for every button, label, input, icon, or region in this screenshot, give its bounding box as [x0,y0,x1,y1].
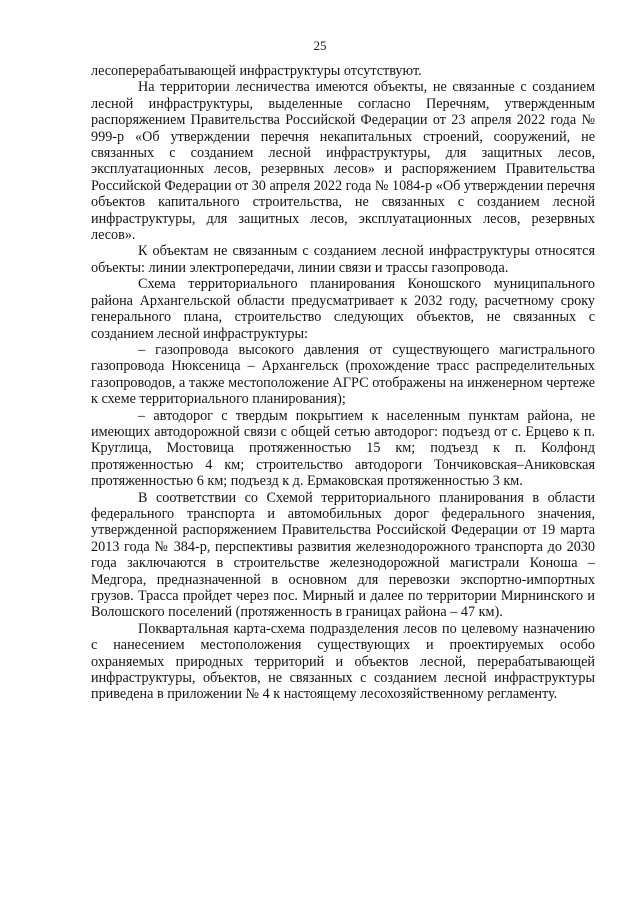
list-item-roads: – автодорог с твердым покрытием к населенным пунктам района, не имеющих автодорожной связи с общей сетью автодорог: подъезд от с. Ерцево к п. Круглица, Мостовица протяженностью 15 км; подъезд к п. Колфонд протяженностью 4 км; строительство автодороги Тончиковская–Аниковская протяженностью 6 км; подъезд к д. Ермаковская протяженностью 3 км. [91,407,595,490]
list-item-gas-pipeline: – газопровода высокого давления от существующего магистрального газопровода Нюксеница – Архангельск (прохождение трасс распределительных газопроводов, а также местоположение АГРС отображены на инженерном чертеже к схеме территориального планирования); [91,341,595,408]
paragraph-territorial-planning: Схема территориального планирования Коношского муниципального района Архангельской области предусматривает к 2032 году, расчетному сроку генерального плана, строительство следующих объектов, не связанных с созданием лесной инфраструктуры: [91,276,595,342]
paragraph-non-forest-objects: На территории лесничества имеются объекты, не связанные с созданием лесной инфраструктуры, выделенные согласно Перечням, утвержденным распоряжением Правительства Российской Федерации от 23 апреля 2022 года № 999-р «Об утверждении перечня некапитальных строений, сооружений, не связанных с созданием лесной инфраструктуры, для защитных лесов, эксплуатационных лесов, резервных лесов» и распоряжением Правительства Российской Федерации от 30 апреля 2022 года № 1084-р «Об утверждении перечня объектов капитального строительства, не связанных с созданием лесной инфраструктуры, для защитных лесов, эксплуатационных лесов, резервных лесов». [91,79,595,244]
paragraph-map-scheme: Поквартальная карта-схема подразделения лесов по целевому назначению с нанесением местоположения существующих и проектируемых особо охраняемых природных территорий и объектов лесной, перерабатывающей инфраструктуры, объектов, не связанных с созданием лесной инфраструктуры приведена в приложении № 4 к настоящему лесохозяйственному регламенту. [91,620,595,703]
paragraph-object-types: К объектам не связанным с созданием лесной инфраструктуры относятся объекты: линии электропередачи, линии связи и трассы газопровода. [91,243,595,276]
paragraph-continuation: лесоперерабатывающей инфраструктуры отсутствуют. [91,63,422,79]
paragraph-railway: В соответствии со Схемой территориального планирования в области федерального транспорта и автомобильных дорог федерального значения, утвержденной распоряжением Правительства Российской Федерации от 19 марта 2013 года № 384-р, перспективы развития железнодорожного транспорта до 2030 года заключаются в строительстве железнодорожной магистрали Коноша – Медгора, предназначенной в основном для перевозки экспортно-импортных грузов. Трасса пройдет через пос. Мирный и далее по территории Мирнинского и Волошского поселений (протяженность в границах района – 47 км). [91,489,595,621]
page-number: 25 [313,38,327,53]
body-text [91,63,595,703]
